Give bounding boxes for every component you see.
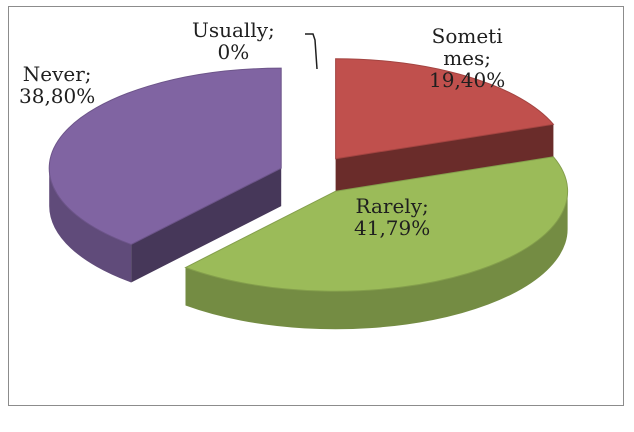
label-sometimes-line1: Someti <box>431 24 503 48</box>
pie-chart <box>9 7 623 405</box>
leader-line-usually <box>305 34 317 69</box>
label-usually <box>192 19 275 63</box>
label-never-name: Never; <box>22 62 92 86</box>
label-never-value: 38,80% <box>19 84 96 108</box>
label-usually-value: 0% <box>217 40 250 64</box>
label-sometimes-line2: mes; <box>443 46 492 70</box>
label-rarely-name: Rarely; <box>355 194 429 218</box>
label-sometimes <box>429 25 505 91</box>
chart-frame <box>8 6 624 406</box>
label-usually-name: Usually; <box>192 18 275 42</box>
label-rarely-value: 41,79% <box>354 216 431 240</box>
label-never <box>19 63 95 107</box>
label-rarely <box>354 195 430 239</box>
label-sometimes-value: 19,40% <box>429 68 506 92</box>
